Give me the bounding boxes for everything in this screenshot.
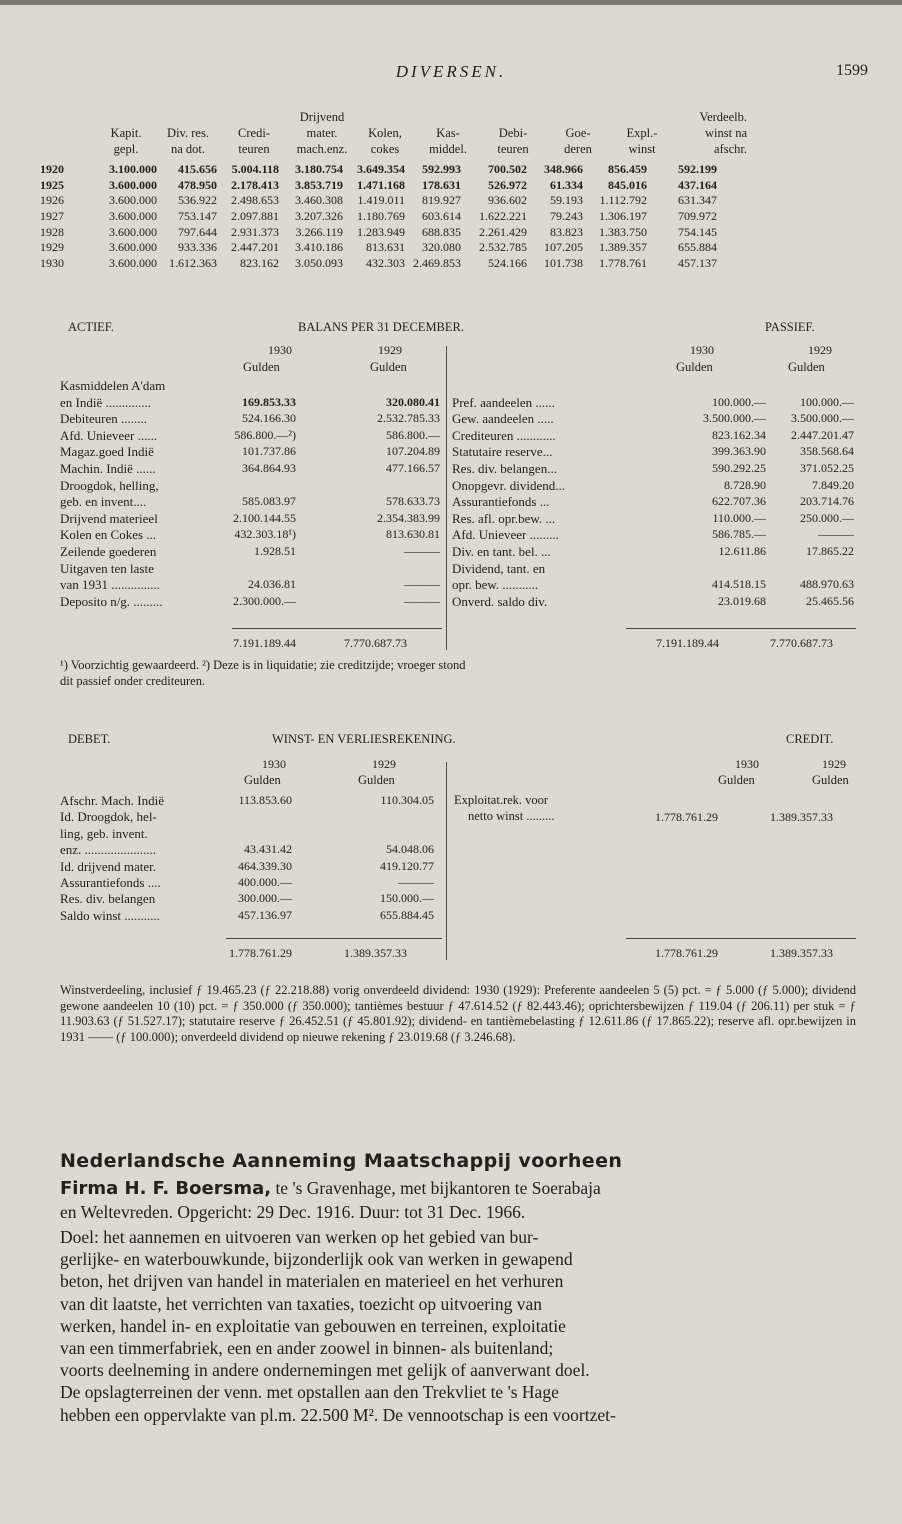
balance-asset-label: Kasmiddelen A'dam <box>60 378 166 393</box>
years-table-cell: 655.884 <box>678 240 717 255</box>
years-table-cell: 3.649.354 <box>357 162 405 177</box>
balance-liability-1930: 586.785.— <box>712 527 766 542</box>
pl-debit-row <box>60 826 440 842</box>
balance-asset-1930: 2.300.000.— <box>233 593 296 608</box>
balance-liability-1929: 100.000.— <box>800 394 854 409</box>
pl-year2-left: 1929 <box>372 757 396 771</box>
balance-liability-label: opr. bew. ........... <box>452 577 539 593</box>
balance-liability-1930: 100.000.— <box>712 394 766 409</box>
balance-liability-1929: 17.865.22 <box>806 544 854 558</box>
years-table-cell: 797.644 <box>178 224 217 239</box>
balance-liability-1930: 23.019.68 <box>718 593 766 608</box>
years-table-header-cell: Expl.- <box>626 126 658 140</box>
pl-total2-left: 1.389.357.33 <box>344 946 407 960</box>
years-table-cell: 101.738 <box>544 255 583 270</box>
balance-year2-right: 1929 <box>808 343 832 357</box>
balance-asset-label: van 1931 ............... <box>60 577 161 593</box>
pl-debit-row <box>60 891 440 907</box>
balance-asset-1929: 2.532.785.33 <box>377 411 440 426</box>
balance-liability-row <box>452 511 854 527</box>
pl-debit-1929: 150.000.— <box>380 891 434 906</box>
years-table-cell: 700.502 <box>488 162 527 177</box>
years-table-row <box>40 209 717 225</box>
years-table-cell: 1.471.168 <box>357 177 405 192</box>
years-table-cell: 754.145 <box>678 224 717 239</box>
years-table-year: 1925 <box>40 177 64 192</box>
years-table-cell: 603.614 <box>422 209 461 224</box>
balance-asset-label: Afd. Unieveer ...... <box>60 427 158 443</box>
balance-asset-row <box>60 395 440 411</box>
years-table-header-cell: na dot. <box>170 142 206 156</box>
company-description-line: van dit laatste, het verrichten van taxaties, toezicht op uitvoering van <box>60 1293 543 1314</box>
company-location: te 's Gravenhage, met bijkantoren te Soerabaja <box>271 1178 601 1198</box>
years-table-year: 1920 <box>40 162 64 177</box>
years-table-cell: 3.600.000 <box>109 240 157 255</box>
balance-liability-1930: 399.363.90 <box>712 444 766 459</box>
balance-total1-right: 7.191.189.44 <box>656 636 719 650</box>
years-table-cell: 1.389.357 <box>599 240 647 255</box>
balance-liability-row <box>452 544 854 560</box>
years-table-row <box>40 178 717 194</box>
years-table-header-cell: Credi- <box>238 126 270 140</box>
pl-debit-row <box>60 809 440 825</box>
page-title: DIVERSEN. <box>395 62 507 81</box>
balance-asset-row <box>60 561 440 577</box>
company-description-line: gerlijke- en waterbouwkunde, bijzonderlijk ook van werken in gewapend <box>60 1249 573 1270</box>
balance-asset-1929: ——— <box>404 544 440 558</box>
balance-liability-1929: 7.849.20 <box>812 477 854 492</box>
balance-asset-1929: 320.080.41 <box>386 394 440 409</box>
years-table-header-cell: gepl. <box>113 142 139 156</box>
years-table-cell: 2.931.373 <box>231 224 279 239</box>
balance-unit2-left: Gulden <box>370 360 407 374</box>
pl-debit-row <box>60 859 440 875</box>
balance-divider <box>446 346 447 650</box>
balance-liability-1929: 3.500.000.— <box>791 411 854 426</box>
years-table-cell: 2.469.853 <box>413 255 461 270</box>
years-table-cell: 3.853.719 <box>295 177 343 192</box>
pl-debit-1930: 400.000.— <box>238 875 292 889</box>
balance-liability-row <box>452 378 854 394</box>
years-table-header-cell: middel. <box>429 142 467 156</box>
years-table-cell: 845.016 <box>608 177 647 192</box>
years-table-header-cell: teuren <box>238 142 270 156</box>
years-table-cell: 819.927 <box>422 193 461 208</box>
balance-center-head: BALANS PER 31 DECEMBER. <box>298 320 464 334</box>
balance-liability-row <box>452 494 854 510</box>
pl-debit-1930: 43.431.42 <box>244 842 292 857</box>
balance-asset-1930: 524.166.30 <box>242 411 296 426</box>
balance-liability-label: Pref. aandeelen ...... <box>452 394 555 410</box>
years-table-row <box>40 162 717 178</box>
years-table-cell: 3.207.326 <box>295 209 343 224</box>
years-table-cell: 2.532.785 <box>479 240 527 255</box>
years-table-cell: 933.336 <box>178 240 217 255</box>
balance-liability-1929: 371.052.25 <box>800 461 854 475</box>
pl-total2-right: 1.389.357.33 <box>770 946 833 960</box>
balance-asset-label: Machin. Indië ...... <box>60 461 156 476</box>
years-table-year: 1929 <box>40 240 64 255</box>
years-table-cell: 3.600.000 <box>109 255 157 270</box>
balance-asset-1930: 169.853.33 <box>242 394 296 409</box>
balance-asset-1929: 813.630.81 <box>386 527 440 542</box>
years-table-cell: 457.137 <box>678 255 717 270</box>
balance-unit1-right: Gulden <box>676 360 713 374</box>
balance-liability-label: Statutaire reserve... <box>452 444 553 460</box>
years-table-cell: 83.823 <box>550 224 583 239</box>
years-table-cell: 2.261.429 <box>479 224 527 239</box>
years-table-cell: 592.993 <box>422 162 461 177</box>
pl-unit2-right: Gulden <box>812 773 849 787</box>
balance-asset-1929: 107.204.89 <box>386 444 440 459</box>
balance-asset-1929: 586.800.— <box>386 427 440 442</box>
years-table-header-cell: Drijvend <box>299 110 345 124</box>
balance-asset-label: en Indië .............. <box>60 394 151 410</box>
balance-footnote-1: ¹) Voorzichtig gewaardeerd. ²) Deze is in liquidatie; zie creditzijde; vroeger stond <box>60 658 466 672</box>
balance-total2-left: 7.770.687.73 <box>344 636 407 650</box>
years-table-cell: 753.147 <box>178 209 217 224</box>
balance-asset-row <box>60 411 440 427</box>
years-table-cell: 1.112.792 <box>599 193 647 208</box>
years-table-cell: 1.622.221 <box>479 209 527 224</box>
years-table-cell: 3.600.000 <box>109 224 157 239</box>
pl-credit-label-1: Exploitat.rek. voor <box>454 793 549 807</box>
years-table-cell: 107.205 <box>544 240 583 255</box>
years-table-cell: 3.460.308 <box>295 193 343 208</box>
pl-unit2-left: Gulden <box>358 773 395 787</box>
years-table-row <box>40 240 717 256</box>
years-table-cell: 2.447.201 <box>231 240 279 255</box>
years-table-cell: 59.193 <box>550 193 583 208</box>
years-table-cell: 437.164 <box>678 177 717 192</box>
balance-year2-left: 1929 <box>378 343 402 357</box>
balance-asset-row <box>60 378 440 394</box>
company-description <box>60 1226 866 1426</box>
balance-liability-1930: 414.518.15 <box>712 577 766 592</box>
pl-debit-1929: 54.048.06 <box>386 842 434 857</box>
years-table-cell: 5.004.118 <box>231 162 279 177</box>
balance-liability-label: Res. afl. opr.bew. ... <box>452 510 556 526</box>
balance-asset-row <box>60 478 440 494</box>
balance-liability-1929: ——— <box>818 527 854 542</box>
balance-asset-1930: 24.036.81 <box>248 577 296 592</box>
company-description-line: van een timmerfabriek, een en ander zoowel in binnen- als buitenland; <box>60 1338 554 1359</box>
years-table-header-cell: mater. <box>306 126 338 140</box>
balance-right-head: PASSIEF. <box>765 320 815 334</box>
years-table-cell: 320.080 <box>422 240 461 255</box>
pl-divider <box>446 762 447 960</box>
balance-liability-row <box>452 561 854 577</box>
years-table-header-cell: Div. res. <box>167 126 209 140</box>
pl-debit-row <box>60 908 440 924</box>
years-table-header-cell: teuren <box>497 142 529 156</box>
balance-liability-row <box>452 428 854 444</box>
years-table-cell: 1.778.761 <box>599 255 647 270</box>
years-table-header-cell: mach.enz. <box>296 142 348 156</box>
balance-liability-label: Dividend, tant. en <box>452 560 546 576</box>
pl-debit-label: Id. drijvend mater. <box>60 858 157 874</box>
balance-liability-1929: 250.000.— <box>800 510 854 525</box>
years-table-cell: 688.835 <box>422 224 461 239</box>
years-table-cell: 432.303 <box>366 255 405 270</box>
balance-asset-row <box>60 527 440 543</box>
years-table-header-cell: Kapit. <box>110 126 142 140</box>
years-table-cell: 3.100.000 <box>109 162 157 177</box>
balance-asset-1930: 1.928.51 <box>254 544 296 558</box>
balance-asset-row <box>60 444 440 460</box>
years-table-cell: 1.306.197 <box>599 209 647 224</box>
company-description-line: werken, handel in- en exploitatie van gebouwen en terreinen, exploitatie <box>60 1315 566 1336</box>
pl-debit-label: Saldo winst ........... <box>60 907 161 923</box>
balance-asset-1930: 432.303.18¹) <box>234 527 296 542</box>
years-table-cell: 478.950 <box>178 177 217 192</box>
company-firm-name: Firma H. F. Boersma, <box>60 1178 272 1199</box>
years-table-cell: 936.602 <box>488 193 527 208</box>
pl-debit-label: enz. ...................... <box>60 842 157 858</box>
balance-asset-label: Kolen en Cokes ... <box>60 527 157 543</box>
balance-liability-1929: 358.568.64 <box>800 444 854 459</box>
balance-liability-1929: 203.714.76 <box>800 494 854 509</box>
pl-debit-1930: 464.339.30 <box>238 858 292 873</box>
years-table-header-cell: Kolen, <box>368 126 402 140</box>
balance-asset-1929: 578.633.73 <box>386 494 440 509</box>
years-table-row <box>40 224 717 240</box>
balance-liability-row <box>452 527 854 543</box>
years-table-cell: 631.347 <box>678 193 717 208</box>
pl-unit1-right: Gulden <box>718 773 755 787</box>
years-table-cell: 3.600.000 <box>109 177 157 192</box>
balance-rule-right <box>626 628 856 629</box>
years-table-header-cell: deren <box>564 142 592 156</box>
balance-liability-1930: 12.611.86 <box>718 544 766 558</box>
years-table-cell: 592.199 <box>678 162 717 177</box>
years-table-cell: 3.410.186 <box>295 240 343 255</box>
pl-total1-right: 1.778.761.29 <box>655 946 718 960</box>
years-table-cell: 3.600.000 <box>109 193 157 208</box>
balance-liability-row <box>452 478 854 494</box>
years-table-cell: 526.972 <box>488 177 527 192</box>
years-table-cell: 61.334 <box>550 177 583 192</box>
company-description-line: De opslagterreinen der venn. met opstallen aan den Trekvliet te 's Hage <box>60 1382 559 1403</box>
balance-asset-1930: 101.737.86 <box>242 444 296 459</box>
company-description-line: voorts deelneming in andere ondernemingen met gelijk of aanverwant doel. <box>60 1360 590 1381</box>
balance-liability-label: Div. en tant. bel. ... <box>452 544 551 559</box>
balance-liability-label: Onverd. saldo div. <box>452 593 548 609</box>
pl-debit-1929: ——— <box>398 875 434 889</box>
pl-credit-v1: 1.778.761.29 <box>655 810 718 824</box>
pl-debit-label: Assurantiefonds .... <box>60 875 161 890</box>
pl-debit-label: Id. Droogdok, hel- <box>60 809 157 825</box>
years-table-cell: 1.419.011 <box>357 193 405 208</box>
balance-liability-1930: 590.292.25 <box>712 461 766 475</box>
years-table-cell: 524.166 <box>488 255 527 270</box>
balance-asset-1930: 364.864.93 <box>242 461 296 475</box>
balance-liability-1930: 110.000.— <box>712 510 766 525</box>
years-table-cell: 3.600.000 <box>109 209 157 224</box>
years-table-header-cell: winst na <box>704 126 747 140</box>
pl-left-head: DEBET. <box>68 732 111 746</box>
page-number: 1599 <box>836 62 868 79</box>
years-table-year: 1927 <box>40 209 64 224</box>
pl-year2-right: 1929 <box>822 757 846 771</box>
pl-debit-label: Res. div. belangen <box>60 891 156 907</box>
balance-asset-row <box>60 544 440 560</box>
balance-liability-1929: 2.447.201.47 <box>791 427 854 442</box>
pl-debit-1929: 110.304.05 <box>380 793 434 807</box>
balance-liability-label: Afd. Unieveer ......... <box>452 527 559 543</box>
years-table-cell: 823.162 <box>240 255 279 270</box>
balance-asset-1929: 2.354.383.99 <box>377 510 440 525</box>
years-table-cell: 178.631 <box>422 177 461 192</box>
pl-debit-1930: 113.853.60 <box>238 793 292 807</box>
years-table-cell: 3.266.119 <box>295 224 343 239</box>
pl-total1-left: 1.778.761.29 <box>229 946 292 960</box>
years-table-cell: 1.612.363 <box>169 255 217 270</box>
balance-asset-row <box>60 577 440 593</box>
years-table-cell: 2.498.653 <box>231 193 279 208</box>
pl-debit-label: ling, geb. invent. <box>60 825 148 841</box>
years-table-header-cell: Debi- <box>498 126 528 140</box>
balance-liability-1930: 3.500.000.— <box>703 411 766 426</box>
pl-debit-1930: 457.136.97 <box>238 907 292 922</box>
years-table-cell: 856.459 <box>608 162 647 177</box>
pl-unit1-left: Gulden <box>244 773 281 787</box>
pl-debit-label: Afschr. Mach. Indië <box>60 793 164 808</box>
balance-liability-1929: 25.465.56 <box>806 593 854 608</box>
balance-rule-left <box>232 628 442 629</box>
pl-debit-row <box>60 793 440 809</box>
years-table-header-cell: Goe- <box>565 126 591 140</box>
balance-liability-label: Gew. aandeelen ..... <box>452 411 554 427</box>
years-table-cell: 1.283.949 <box>357 224 405 239</box>
years-table-year: 1930 <box>40 255 64 270</box>
balance-total2-right: 7.770.687.73 <box>770 636 833 650</box>
years-table-row <box>40 256 717 272</box>
company-founded-line: en Weltevreden. Opgericht: 29 Dec. 1916. Duur: tot 31 Dec. 1966. <box>60 1202 526 1222</box>
balance-unit2-right: Gulden <box>788 360 825 374</box>
years-table-header-cell: Verdeelb. <box>699 110 747 124</box>
balance-left-head: ACTIEF. <box>68 320 114 334</box>
balance-asset-label: Droogdok, helling, <box>60 477 159 493</box>
balance-liability-1929: 488.970.63 <box>800 577 854 592</box>
pl-center-head: WINST- EN VERLIESREKENING. <box>272 732 456 746</box>
pl-right-head: CREDIT. <box>786 732 834 746</box>
balance-year1-left: 1930 <box>268 343 292 357</box>
pl-debit-row <box>60 875 440 891</box>
balance-asset-label: Deposito n/g. ......... <box>60 593 163 609</box>
company-description-line: Doel: het aannemen en uitvoeren van werken op het gebied van bur- <box>60 1227 539 1247</box>
balance-liability-row <box>452 461 854 477</box>
company-description-line: hebben een oppervlakte van pl.m. 22.500 M². De vennootschap is een voortzet- <box>60 1404 616 1425</box>
pl-year1-left: 1930 <box>262 757 286 771</box>
balance-footnote-2: dit passief onder crediteuren. <box>60 674 206 688</box>
balance-liability-row <box>452 395 854 411</box>
company-heading: Nederlandsche Aanneming Maatschappij voorheen <box>60 1150 623 1172</box>
balance-liability-label: Crediteuren ............ <box>452 427 556 443</box>
balance-liability-row <box>452 444 854 460</box>
balance-asset-1930: 586.800.—²) <box>234 427 296 442</box>
balance-liability-row <box>452 594 854 610</box>
pl-rule-left <box>226 938 442 939</box>
balance-asset-1929: 477.166.57 <box>386 461 440 475</box>
balance-asset-label: geb. en invent.... <box>60 494 147 510</box>
balance-asset-label: Zeilende goederen <box>60 544 157 559</box>
profit-distribution-text: Winstverdeeling, inclusief ƒ 19.465.23 (ƒ 22.218.88) vorig onverdeeld dividend: 1930 (1929): Preferente aandeelen 5 (5) pct. = ƒ 5.000 (ƒ 5.000); dividend gewone aandeelen 10 (10) pct. = ƒ 350.000 (ƒ 350.000); tantièmes bestuur ƒ 47.614.52 (ƒ 82.443.46); oprichtersbewijzen ƒ 119.04 (ƒ 206.11) per stuk = ƒ 11.903.63 (ƒ 51.527.17); statutaire reserve ƒ 26.452.51 (ƒ 45.801.92); dividend- en tantièmebelasting ƒ 12.611.86 (ƒ 17.865.22); reserve afl. opr.bewijzen in 1931 —— (ƒ 100.000); onverdeeld dividend op nieuwe rekening ƒ 23.019.68 (ƒ 3.246.68). <box>60 983 856 1044</box>
years-table-cell: 2.178.413 <box>231 177 279 192</box>
balance-asset-row <box>60 461 440 477</box>
years-table-cell: 2.097.881 <box>231 209 279 224</box>
company-line-2 <box>60 1178 601 1199</box>
balance-liability-1930: 8.728.90 <box>724 477 766 492</box>
years-table-year: 1926 <box>40 193 64 208</box>
balance-asset-1930: 2.100.144.55 <box>233 510 296 525</box>
balance-asset-label: Debiteuren ........ <box>60 411 148 427</box>
years-table-header-cell: winst <box>628 142 656 156</box>
pl-debit-row <box>60 842 440 858</box>
years-table-cell: 348.966 <box>544 162 583 177</box>
balance-asset-row <box>60 494 440 510</box>
years-table <box>40 162 717 271</box>
balance-liability-1930: 823.162.34 <box>712 427 766 442</box>
pl-debit-1929: 419.120.77 <box>380 858 434 873</box>
years-table-cell: 709.972 <box>678 209 717 224</box>
company-description-line: beton, het drijven van handel in materialen en materieel en het verhuren <box>60 1271 564 1292</box>
pl-debit-1929: 655.884.45 <box>380 907 434 922</box>
balance-liability-row <box>452 577 854 593</box>
balance-asset-1929: ——— <box>404 593 440 608</box>
years-table-header-cell: cokes <box>370 142 400 156</box>
years-table-cell: 3.050.093 <box>295 255 343 270</box>
balance-liability-label: Assurantiefonds ... <box>452 494 550 510</box>
balance-asset-row <box>60 594 440 610</box>
balance-asset-1930: 585.083.97 <box>242 494 296 509</box>
balance-liability-label: Res. div. belangen... <box>452 461 557 476</box>
years-table-cell: 1.383.750 <box>599 224 647 239</box>
years-table-header-cell: afschr. <box>714 142 747 156</box>
years-table-header-cell: Kas- <box>436 126 460 140</box>
balance-asset-1929: ——— <box>404 577 440 592</box>
pl-year1-right: 1930 <box>735 757 759 771</box>
pl-debit-1930: 300.000.— <box>238 891 292 906</box>
balance-liability-row <box>452 411 854 427</box>
balance-unit1-left: Gulden <box>243 360 280 374</box>
years-table-cell: 1.180.769 <box>357 209 405 224</box>
balance-asset-label: Magaz.goed Indië <box>60 444 154 460</box>
years-table-year: 1928 <box>40 224 64 239</box>
balance-asset-label: Uitgaven ten laste <box>60 560 154 576</box>
years-table-cell: 79.243 <box>550 209 583 224</box>
years-table-cell: 3.180.754 <box>295 162 343 177</box>
balance-year1-right: 1930 <box>690 343 714 357</box>
balance-asset-row <box>60 428 440 444</box>
years-table-cell: 813.631 <box>366 240 405 255</box>
pl-credit-label-2: netto winst ......... <box>468 809 555 823</box>
scan-edge <box>0 0 902 5</box>
balance-total1-left: 7.191.189.44 <box>233 636 296 650</box>
balance-liability-label: Onopgevr. dividend... <box>452 477 566 493</box>
balance-liability-1930: 622.707.36 <box>712 494 766 509</box>
pl-rule-right <box>626 938 856 939</box>
pl-credit-v2: 1.389.357.33 <box>770 810 833 824</box>
years-table-cell: 415.656 <box>178 162 217 177</box>
years-table-row <box>40 193 717 209</box>
balance-asset-label: Drijvend materieel <box>60 510 158 526</box>
balance-asset-row <box>60 511 440 527</box>
years-table-cell: 536.922 <box>178 193 217 208</box>
